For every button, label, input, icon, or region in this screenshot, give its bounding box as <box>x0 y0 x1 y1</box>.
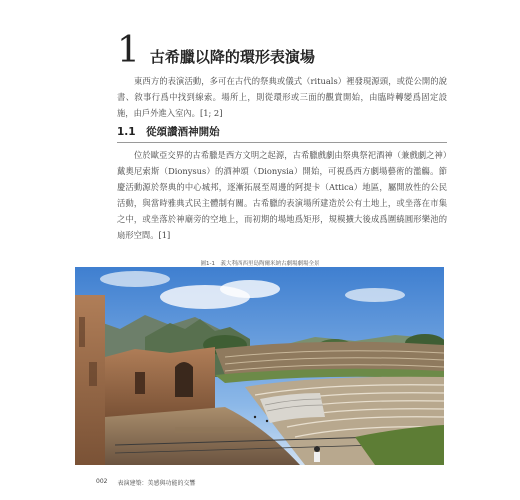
section-header <box>117 124 447 143</box>
chapter-title: 古希臘以降的環形表演場 <box>149 48 315 66</box>
theater-photo <box>75 267 444 465</box>
page-footer <box>96 478 195 487</box>
section-body-text: 位於歐亞交界的古希臘是西方文明之起源，古希臘戲劇由祭典祭祀酒神（兼戲劇之神）戴奧尼索斯（Dionysus）的酒神頌（Dionysia）開始，可視爲西方劇場藝術的濫觴。節慶活動源於祭典的中心城邦，逐漸拓展至周邊的阿提卡（Attica）地區，屬開放性的公民活動，與當時雅典式民主體制有關。古希臘的表演場所建造於公有土地上，或坐落在市集之中，或坐落於神廟旁的空地上，而初期的場地爲矩形，規模擴大後成爲圍繞圓形樂池的扇形空間。[1] <box>117 150 447 240</box>
book-title: 表演建築：美感與功能的交響 <box>117 480 196 487</box>
section-paragraph <box>117 147 447 243</box>
chapter-heading <box>117 30 315 71</box>
intro-paragraph <box>117 73 447 121</box>
section-heading: 1.1 從頌讚酒神開始 <box>117 126 220 138</box>
figure-caption: 圖1-1 義大利西西里島陶爾米納古劇場劇場全景 <box>200 261 320 267</box>
page-number: 002 <box>96 478 108 485</box>
section-divider <box>117 142 447 143</box>
chapter-number: 1 <box>117 30 140 71</box>
intro-text: 東西方的表演活動，多可在古代的祭典或儀式（rituals）裡發現源頭，或從公開的說書、敘事行爲中找到線索。場所上，則從環形或三面的觀賞開始，由臨時轉變爲固定設施，由戶外進入室內。[1; 2] <box>117 76 447 118</box>
